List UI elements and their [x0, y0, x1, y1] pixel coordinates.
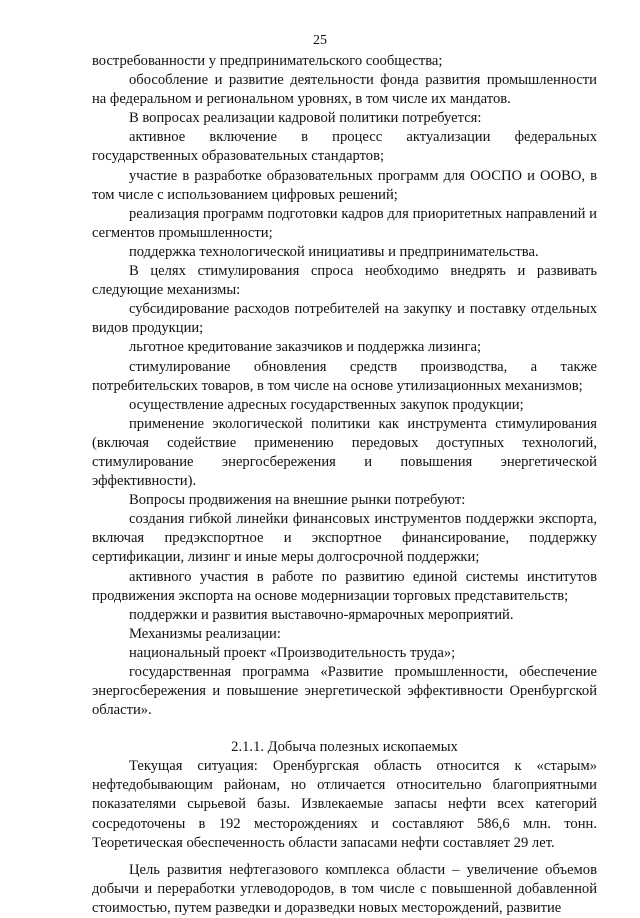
paragraph: Вопросы продвижения на внешние рынки потребуют: [129, 492, 466, 509]
paragraph: Текущая ситуация: Оренбургская область относится к «старым» нефтедобывающим районам, но отличается относительно благоприятными показателями сырьевой базы. Извлекаемые запасы нефти всех категорий сосредоточены в 192 месторождениях и составляют 586,6 млн. тонн. Теоретическая обеспеченность области запасами нефти составляет 29 лет. [92, 758, 597, 851]
paragraph: создания гибкой линейки финансовых инструментов поддержки экспорта, включая предэкспортное и экспортное финансирование, поддержку сертификации, лизинг и иные меры долгосрочной поддержки; [92, 511, 597, 566]
paragraph: активного участия в работе по развитию единой системы институтов продвижения экспорта на основе модернизации торговых представительств; [92, 568, 597, 604]
paragraph: активное включение в процесс актуализации федеральных государственных образовательных стандартов; [92, 129, 597, 165]
paragraph: обособление и развитие деятельности фонда развития промышленности на федеральном и региональном уровнях, в том числе их мандатов. [92, 72, 597, 108]
document-body [92, 52, 597, 918]
paragraph: реализация программ подготовки кадров для приоритетных направлений и сегментов промышленности; [92, 205, 597, 241]
paragraph: поддержки и развития выставочно-ярмарочных мероприятий. [129, 606, 514, 623]
paragraph: участие в разработке образовательных программ для ООСПО и ООВО, в том числе с использованием цифровых решений; [92, 167, 597, 203]
page-number: 25 [313, 33, 327, 48]
paragraph: Механизмы реализации: [129, 625, 281, 642]
paragraph: востребованности у предпринимательского сообщества; [92, 53, 443, 69]
paragraph: льготное кредитование заказчиков и поддержка лизинга; [129, 339, 482, 356]
paragraph: Цель развития нефтегазового комплекса области – увеличение объемов добычи и переработки углеводородов, в том числе с повышенной добавленной стоимостью, путем разведки и доразведки новых месторождений, развитие [92, 861, 597, 916]
paragraph: субсидирование расходов потребителей на закупку и поставку отдельных видов продукции; [92, 301, 597, 337]
paragraph-group-after-heading [92, 757, 597, 918]
paragraph: стимулирование обновления средств производства, а также потребительских товаров, в том числе на основе утилизационных механизмов; [92, 358, 597, 394]
paragraph: национальный проект «Производительность труда»; [129, 644, 456, 661]
paragraph: применение экологической политики как инструмента стимулирования (включая содействие применению передовых доступных технологий, стимулирование энергосбережения и повышения энергетической эффективности). [92, 415, 597, 490]
paragraph: осуществление адресных государственных закупок продукции; [129, 396, 524, 413]
paragraph: поддержка технологической инициативы и предпринимательства. [129, 243, 539, 260]
paragraph: В вопросах реализации кадровой политики потребуется: [129, 110, 482, 127]
paragraph-group-before-heading [92, 52, 597, 720]
section-heading: 2.1.1. Добыча полезных ископаемых [231, 739, 458, 756]
paragraph: государственная программа «Развитие промышленности, обеспечение энергосбережения и повышение энергетической эффективности Оренбургской области». [92, 664, 597, 719]
paragraph: В целях стимулирования спроса необходимо внедрять и развивать следующие механизмы: [92, 263, 597, 299]
